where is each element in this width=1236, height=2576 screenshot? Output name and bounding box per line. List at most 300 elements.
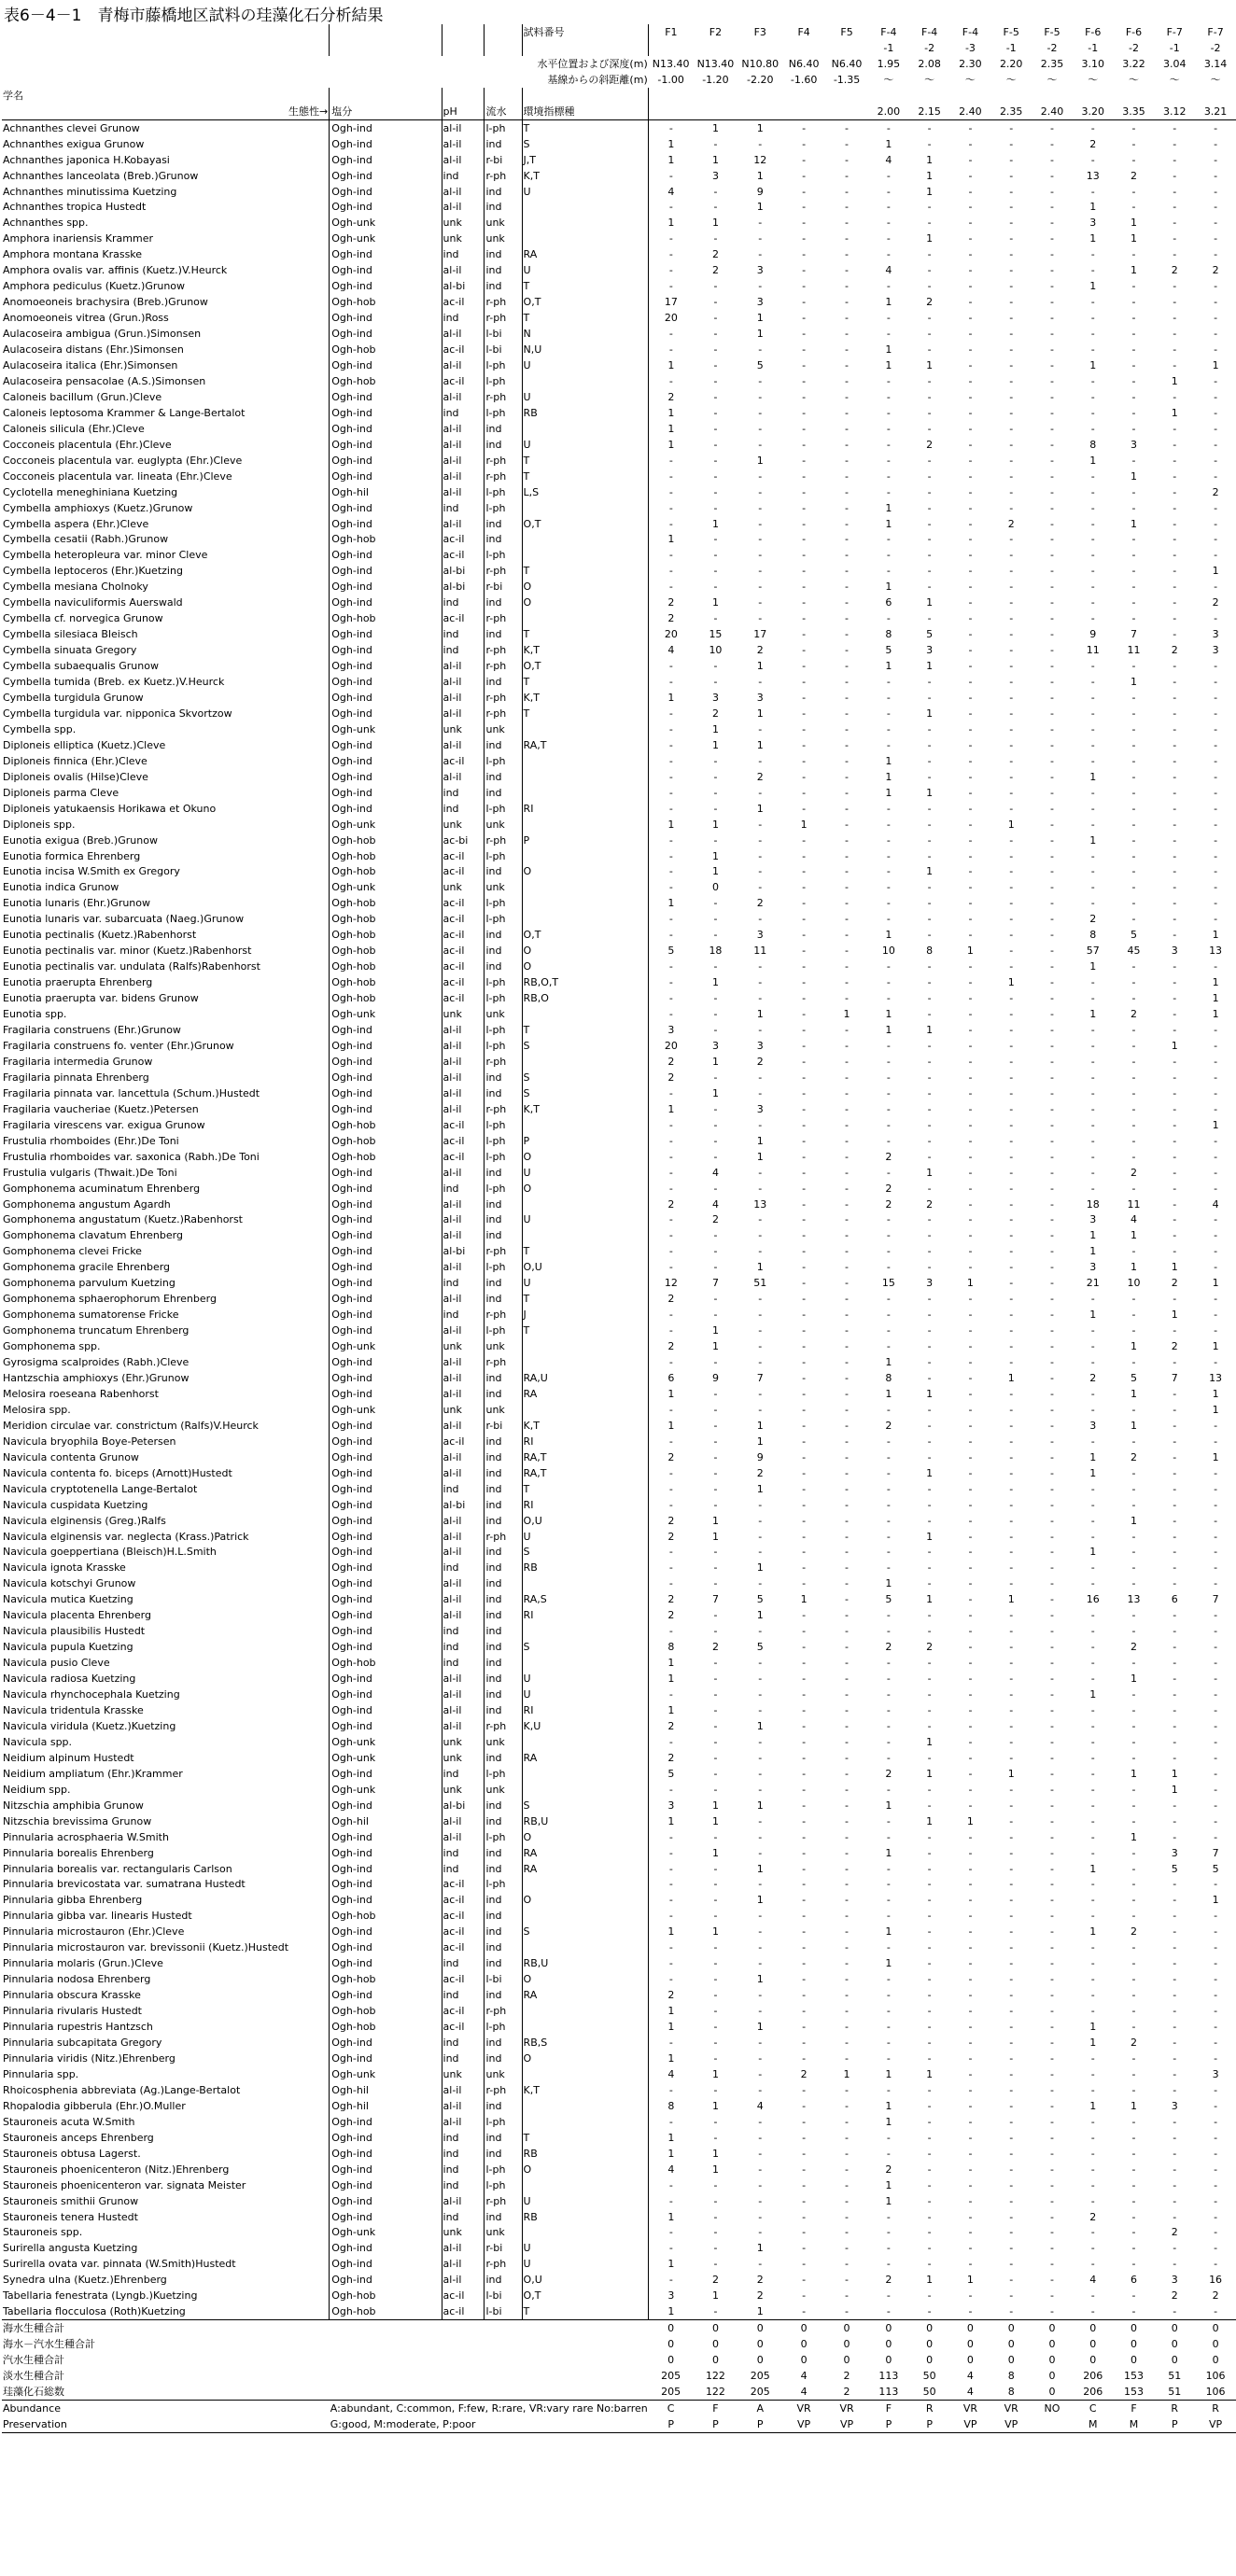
count-value: - <box>845 1625 850 1638</box>
summary-value: 206 <box>1083 2385 1103 2398</box>
count-value: - <box>927 1245 932 1258</box>
range-end-value: 2.40 <box>950 104 991 119</box>
count-value: - <box>1090 1625 1095 1638</box>
indicator-value: T <box>522 1291 649 1307</box>
count-value: - <box>1009 960 1014 973</box>
count-value: 2 <box>1130 1166 1137 1179</box>
count-value: - <box>845 849 850 862</box>
sample-id: F-7 <box>1207 25 1224 38</box>
count-value: - <box>1173 1197 1177 1211</box>
count-value: - <box>1173 390 1177 403</box>
ph-value: ac-il <box>442 342 485 357</box>
count-value: - <box>1214 1086 1218 1099</box>
table-row <box>2 2288 1236 2303</box>
count-value: 1 <box>1212 1008 1219 1021</box>
current-value: ind <box>485 1197 522 1212</box>
indicator-value: O <box>522 959 649 974</box>
count-value: 1 <box>711 1514 719 1527</box>
distance-value: ～ <box>1128 73 1139 86</box>
count-value: - <box>1131 1751 1136 1764</box>
count-value: - <box>1131 1182 1136 1195</box>
summary-value: 0 <box>1007 2338 1015 2351</box>
count-value: 1 <box>1130 1340 1137 1353</box>
count-value: - <box>927 1799 932 1812</box>
count-value: 1 <box>667 2210 675 2223</box>
count-value: - <box>668 549 673 562</box>
count-value: - <box>1131 849 1136 862</box>
blank-cell <box>825 88 868 104</box>
ph-value: ind <box>442 1955 485 1971</box>
count-value: - <box>713 2131 718 2144</box>
ph-value: al-bi <box>442 1798 485 1813</box>
salinity-value: Ogh-ind <box>330 1434 442 1449</box>
count-value: - <box>927 1498 932 1511</box>
species-name: Gomphonema spp. <box>3 1340 101 1353</box>
current-value: ind <box>485 1845 522 1861</box>
count-value: 18 <box>709 945 723 958</box>
count-value: - <box>758 1340 763 1353</box>
count-value: - <box>1131 1609 1136 1622</box>
count-value: - <box>1049 517 1054 530</box>
distance-value: -2.20 <box>747 73 774 86</box>
salinity-value: Ogh-ind <box>330 1560 442 1575</box>
count-value: - <box>1214 1245 1218 1258</box>
summary-value: 0 <box>1171 2354 1178 2367</box>
count-value: - <box>1173 1814 1177 1827</box>
table-row <box>2 342 1236 357</box>
count-value: - <box>1214 1309 1218 1322</box>
count-value: - <box>886 1102 891 1115</box>
count-value: - <box>1173 2005 1177 2018</box>
count-value: - <box>713 770 718 783</box>
count-value: - <box>713 1450 718 1463</box>
summary-value: 0 <box>800 2338 808 2351</box>
count-value: - <box>1049 217 1054 230</box>
summary-value: 0 <box>711 2354 719 2367</box>
count-value: - <box>1009 945 1014 958</box>
count-value: - <box>758 1293 763 1306</box>
count-value: 1 <box>885 1799 892 1812</box>
count-value: - <box>713 185 718 198</box>
current-value: ind <box>485 1165 522 1181</box>
count-value: - <box>713 1482 718 1495</box>
count-value: - <box>1131 1150 1136 1163</box>
count-value: 1 <box>667 2051 675 2065</box>
count-value: - <box>758 2178 763 2191</box>
salinity-value: Ogh-ind <box>330 405 442 421</box>
salinity-value: Ogh-ind <box>330 437 442 453</box>
count-value: - <box>927 992 932 1005</box>
indicator-value: L,S <box>522 484 649 500</box>
count-value: - <box>1090 1894 1095 1907</box>
ph-value: al-il <box>442 421 485 437</box>
count-value: - <box>1009 280 1014 293</box>
table-row <box>2 1829 1236 1845</box>
count-value: - <box>1173 802 1177 815</box>
count-value: 1 <box>1171 1039 1178 1052</box>
count-value: - <box>1049 1704 1054 1716</box>
count-value: - <box>845 121 850 134</box>
count-value: 15 <box>881 1277 895 1290</box>
count-value: - <box>802 849 807 862</box>
indicator-value: RA,U <box>522 1370 649 1386</box>
count-value: - <box>1049 2147 1054 2160</box>
count-value: - <box>802 328 807 341</box>
count-value: 1 <box>756 1435 764 1448</box>
count-value: - <box>968 1751 973 1764</box>
count-value: - <box>968 676 973 689</box>
current-value: ind <box>485 1449 522 1465</box>
count-value: 1 <box>926 153 934 166</box>
count-value: - <box>968 1039 973 1052</box>
count-value: - <box>968 422 973 435</box>
count-value: - <box>1173 1751 1177 1764</box>
count-value: 2 <box>1171 2289 1178 2303</box>
count-value: 10 <box>709 644 723 657</box>
ph-value: al-il <box>442 199 485 215</box>
current-value: ind <box>485 1497 522 1513</box>
count-value: - <box>845 897 850 910</box>
current-value: ind <box>485 2051 522 2066</box>
count-value: - <box>1131 1356 1136 1369</box>
current-value: ind <box>485 1892 522 1908</box>
count-value: - <box>968 833 973 847</box>
current-value: r-ph <box>485 168 522 184</box>
count-value: - <box>845 1213 850 1226</box>
count-value: - <box>1049 1673 1054 1686</box>
current-value: l-ph <box>485 801 522 817</box>
salinity-value: Ogh-ind <box>330 1924 442 1939</box>
count-value: 9 <box>756 185 764 198</box>
count-value: - <box>802 2226 807 2239</box>
count-value: - <box>1049 2131 1054 2144</box>
count-value: - <box>886 849 891 862</box>
current-value: ind <box>485 1655 522 1671</box>
salinity-value: Ogh-hob <box>330 1133 442 1149</box>
count-value: - <box>668 1466 673 1479</box>
count-value: 1 <box>885 2067 892 2080</box>
count-value: - <box>668 1229 673 1242</box>
count-value: - <box>1049 1102 1054 1115</box>
current-value: r-bi <box>485 1418 522 1434</box>
count-value: - <box>968 1514 973 1527</box>
count-value: - <box>1049 248 1054 261</box>
count-value: - <box>802 1625 807 1638</box>
count-value: - <box>886 2131 891 2144</box>
species-name: Achnanthes lanceolata (Breb.)Grunow <box>3 169 199 182</box>
indicator-value <box>522 2003 649 2019</box>
salinity-value: Ogh-ind <box>330 1877 442 1893</box>
species-name: Diploneis ovalis (Hilse)Cleve <box>3 770 148 783</box>
count-value: - <box>886 1625 891 1638</box>
table-row <box>2 119 1236 135</box>
count-value: - <box>845 1309 850 1322</box>
indicator-value <box>522 2019 649 2035</box>
indicator-value <box>522 1575 649 1591</box>
count-value: - <box>1173 2242 1177 2255</box>
count-value: - <box>1131 976 1136 989</box>
count-value: 2 <box>711 248 719 261</box>
summary-value: 4 <box>966 2370 974 2383</box>
count-value: - <box>713 312 718 325</box>
count-value: - <box>668 1482 673 1495</box>
species-name: Pinnularia microstauron (Ehr.)Cleve <box>3 1925 185 1939</box>
count-value: - <box>886 1735 891 1748</box>
count-value: - <box>968 2021 973 2034</box>
count-value: - <box>1009 358 1014 371</box>
ph-value: al-bi <box>442 1243 485 1259</box>
count-value: - <box>1090 612 1095 625</box>
count-value: - <box>713 280 718 293</box>
count-value: 1 <box>711 1055 719 1068</box>
count-value: - <box>1009 2242 1014 2255</box>
count-value: - <box>1009 185 1014 198</box>
count-value: - <box>927 722 932 735</box>
species-name: Diploneis elliptica (Kuetz.)Cleve <box>3 738 166 751</box>
count-value: - <box>1049 1830 1054 1843</box>
current-value: ind <box>485 1924 522 1939</box>
salinity-value: Ogh-ind <box>330 658 442 674</box>
count-value: - <box>1049 833 1054 847</box>
count-value: - <box>758 1846 763 1859</box>
species-name: Gomphonema sumatorense Fricke <box>3 1309 179 1322</box>
count-value: - <box>1131 1466 1136 1479</box>
count-value: - <box>927 390 932 403</box>
blank-cell <box>737 88 782 104</box>
count-value: - <box>927 1324 932 1337</box>
count-value: 1 <box>885 1577 892 1590</box>
indicator-value: RB,U <box>522 1955 649 1971</box>
count-value: 3 <box>711 1039 719 1052</box>
species-name: Gomphonema parvulum Kuetzing <box>3 1277 176 1290</box>
count-value: - <box>1131 1783 1136 1796</box>
count-value: - <box>1049 2210 1054 2223</box>
count-value: - <box>1009 1704 1014 1716</box>
count-value: - <box>927 802 932 815</box>
count-value: - <box>802 1356 807 1369</box>
count-value: - <box>968 849 973 862</box>
count-value: - <box>1131 1704 1136 1716</box>
count-value: - <box>845 1387 850 1400</box>
count-value: - <box>1173 1546 1177 1559</box>
species-name: Cymbella turgidula var. nipponica Skvortzow <box>3 707 232 720</box>
count-value: - <box>968 2163 973 2176</box>
ph-value: ind <box>442 1623 485 1639</box>
salinity-value: Ogh-ind <box>330 1829 442 1845</box>
count-value: - <box>802 1387 807 1400</box>
count-value: - <box>802 169 807 182</box>
indicator-value: S <box>522 1545 649 1561</box>
count-value: - <box>886 976 891 989</box>
count-value: - <box>927 1071 932 1084</box>
count-value: - <box>1131 1309 1136 1322</box>
count-value: 4 <box>885 264 892 277</box>
count-value: 3 <box>711 169 719 182</box>
ph-value: ind <box>442 310 485 326</box>
count-value: - <box>668 1957 673 1970</box>
count-value: - <box>1173 232 1177 245</box>
count-value: - <box>845 1609 850 1622</box>
count-value: - <box>927 849 932 862</box>
salinity-value: Ogh-hob <box>330 2019 442 2035</box>
count-value: 1 <box>756 1609 764 1622</box>
count-value: 1 <box>667 2131 675 2144</box>
count-value: - <box>1214 1957 1218 1970</box>
count-value: 11 <box>753 945 767 958</box>
count-value: - <box>1214 1625 1218 1638</box>
count-value: 1 <box>926 1466 934 1479</box>
count-value: - <box>1131 1862 1136 1875</box>
indicator-header: 環境指標種 <box>522 104 649 119</box>
table-row <box>2 911 1236 927</box>
distance-value: ～ <box>1088 73 1099 86</box>
salinity-value: Ogh-ind <box>330 1861 442 1877</box>
count-value: - <box>758 1814 763 1827</box>
count-value: - <box>1009 1673 1014 1686</box>
current-value: l-ph <box>485 1038 522 1054</box>
count-value: - <box>1131 406 1136 419</box>
count-value: - <box>1009 1878 1014 1891</box>
summary-value: 205 <box>750 2370 770 2383</box>
abundance-value: R <box>909 2400 950 2415</box>
indicator-value <box>522 2224 649 2240</box>
count-value: - <box>1090 1134 1095 1147</box>
count-value: - <box>1173 1118 1177 1131</box>
count-value: 1 <box>667 2258 675 2271</box>
position-value: N6.40 <box>831 57 863 70</box>
count-value: - <box>1131 722 1136 735</box>
salinity-value: Ogh-unk <box>330 817 442 833</box>
count-value: - <box>845 692 850 704</box>
ph-value: ind <box>442 2051 485 2066</box>
count-value: - <box>1090 2067 1095 2080</box>
current-value: ind <box>485 674 522 690</box>
count-value: - <box>968 406 973 419</box>
count-value: - <box>1090 1814 1095 1827</box>
count-value: - <box>1173 1245 1177 1258</box>
count-value: - <box>968 501 973 514</box>
count-value: - <box>1173 1102 1177 1115</box>
count-value: - <box>1173 1403 1177 1416</box>
salinity-value: Ogh-ind <box>330 674 442 690</box>
ph-value: unk <box>442 231 485 246</box>
salinity-value: Ogh-ind <box>330 2193 442 2209</box>
count-value: 1 <box>667 137 675 150</box>
count-value: - <box>927 2242 932 2255</box>
summary-value: 0 <box>1032 2320 1073 2336</box>
ph-value: al-il <box>442 706 485 721</box>
count-value: - <box>1173 454 1177 467</box>
count-value: - <box>713 1735 718 1748</box>
count-value: - <box>802 312 807 325</box>
species-name: Navicula viridula (Kuetz.)Kuetzing <box>3 1719 176 1732</box>
count-value: - <box>1173 833 1177 847</box>
count-value: - <box>1173 533 1177 546</box>
count-value: - <box>1049 913 1054 926</box>
count-value: - <box>845 786 850 799</box>
count-value: - <box>1009 1783 1014 1796</box>
count-value: - <box>1049 2226 1054 2239</box>
count-value: - <box>1131 1546 1136 1559</box>
count-value: - <box>1131 374 1136 387</box>
count-value: - <box>845 438 850 451</box>
count-value: - <box>1214 2147 1218 2160</box>
count-value: - <box>1214 1925 1218 1939</box>
count-value: 1 <box>1212 1403 1219 1416</box>
count-value: - <box>1049 1466 1054 1479</box>
count-value: 1 <box>885 358 892 371</box>
count-value: - <box>845 296 850 309</box>
indicator-value <box>522 1054 649 1070</box>
summary-value: 122 <box>705 2385 725 2398</box>
count-value: - <box>1090 1910 1095 1923</box>
count-value: - <box>845 328 850 341</box>
ph-value: ac-il <box>442 294 485 310</box>
count-value: - <box>1049 2099 1054 2112</box>
count-value: - <box>1090 707 1095 720</box>
count-value: - <box>845 2147 850 2160</box>
count-value: - <box>968 454 973 467</box>
summary-row <box>2 2320 1236 2336</box>
count-value: - <box>927 1340 932 1353</box>
count-value: - <box>758 1625 763 1638</box>
blank-cell <box>442 24 485 40</box>
count-value: - <box>1009 1197 1014 1211</box>
table-row <box>2 595 1236 610</box>
count-value: - <box>802 517 807 530</box>
count-value: 1 <box>667 1704 675 1716</box>
count-value: 2 <box>667 1609 675 1622</box>
ph-value: ind <box>442 1861 485 1877</box>
count-value: - <box>802 501 807 514</box>
count-value: - <box>1131 1735 1136 1748</box>
count-value: 2 <box>1089 1371 1097 1384</box>
count-value: 2 <box>1130 1450 1137 1463</box>
count-value: - <box>1090 390 1095 403</box>
count-value: - <box>802 628 807 641</box>
count-value: - <box>758 612 763 625</box>
count-value: - <box>1049 1387 1054 1400</box>
sample-subid: -2 <box>1210 41 1221 54</box>
summary-value: 50 <box>922 2385 936 2398</box>
count-value: - <box>1090 897 1095 910</box>
count-value: 1 <box>1212 976 1219 989</box>
count-value: - <box>968 786 973 799</box>
count-value: - <box>1049 1039 1054 1052</box>
count-value: - <box>713 754 718 767</box>
count-value: - <box>713 2115 718 2128</box>
count-value: - <box>1173 738 1177 751</box>
abundance-value: R <box>1195 2400 1236 2415</box>
salinity-value: Ogh-ind <box>330 642 442 658</box>
count-value: 2 <box>667 1450 675 1463</box>
count-value: - <box>668 707 673 720</box>
count-value: - <box>927 2289 932 2303</box>
count-value: - <box>1090 881 1095 894</box>
salinity-value: Ogh-ind <box>330 421 442 437</box>
indicator-value: O <box>522 1892 649 1908</box>
count-value: - <box>802 692 807 704</box>
count-value: - <box>802 2274 807 2287</box>
current-value: l-ph <box>485 484 522 500</box>
count-value: - <box>1049 2242 1054 2255</box>
count-value: - <box>713 581 718 594</box>
count-value: - <box>845 264 850 277</box>
count-value: - <box>758 422 763 435</box>
distance-value: ～ <box>1005 73 1017 86</box>
count-value: - <box>927 612 932 625</box>
count-value: - <box>1173 1435 1177 1448</box>
